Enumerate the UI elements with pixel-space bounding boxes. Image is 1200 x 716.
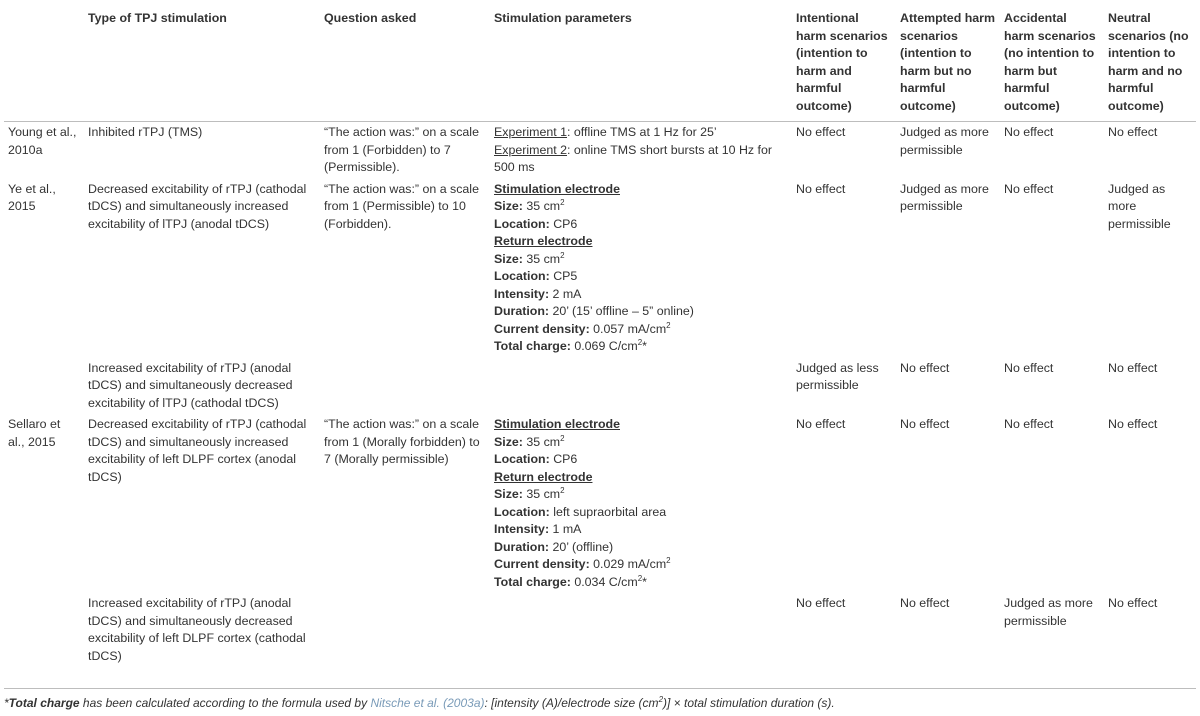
header-attempted: Attempted harm scenarios (intention to harm but no harmful outcome) — [896, 6, 1000, 122]
footnote-formula: : [intensity (A)/electrode size (cm — [484, 696, 659, 710]
header-study — [4, 6, 84, 122]
question-cell — [320, 358, 490, 415]
total-charge-label: Total charge: — [494, 339, 571, 353]
experiment-2-label: Experiment 2 — [494, 142, 568, 157]
size-line — [494, 198, 788, 216]
duration-line — [494, 539, 788, 557]
size-label: Size: — [494, 251, 523, 266]
size-line — [494, 434, 788, 452]
duration-line — [494, 303, 788, 321]
accidental-cell: No effect — [1004, 417, 1054, 431]
intentional-cell: No effect — [796, 125, 846, 139]
footnote-bold-term: Total charge — [8, 696, 80, 710]
current-density-label: Current density: — [494, 321, 590, 336]
citation-link[interactable]: Nitsche et al. (2003a) — [370, 696, 485, 710]
total-charge-label: Total charge: — [494, 574, 571, 589]
location-line — [494, 268, 788, 286]
intensity-line — [494, 521, 788, 539]
type-cell: Inhibited rTPJ (TMS) — [88, 125, 203, 139]
current-density-value: 0.057 mA/cm — [589, 321, 667, 336]
total-charge-line — [494, 338, 788, 356]
location-value: CP6 — [549, 216, 578, 231]
question-cell — [320, 593, 490, 667]
size-line — [494, 251, 788, 269]
header-intentional: Intentional harm scenarios (intention to harm and harmful outcome) — [792, 6, 896, 122]
superscript: 2 — [560, 197, 565, 207]
study-cell — [4, 593, 84, 667]
size-label: Size: — [494, 199, 523, 213]
superscript: 2 — [560, 433, 565, 443]
header-row — [4, 6, 1196, 122]
type-cell: Decreased excitability of rTPJ (cathodal tDCS) and simultaneously increased excitability of lTPJ (anodal tDCS) — [88, 181, 307, 231]
location-line — [494, 216, 788, 234]
location-label: Location: — [494, 269, 550, 283]
superscript: 2 — [666, 320, 671, 330]
stimulation-electrode-heading: Stimulation electrode — [494, 181, 620, 196]
study-cell — [4, 358, 84, 415]
intensity-value: 1 mA — [549, 522, 582, 536]
params-cell — [490, 414, 792, 593]
neutral-cell: No effect — [1108, 360, 1158, 375]
table-bottom-rule — [4, 688, 1196, 689]
duration-label: Duration: — [494, 304, 550, 318]
experiment-1-label: Experiment 1 — [494, 125, 568, 139]
superscript: 2 — [666, 555, 671, 565]
table-row — [4, 358, 1196, 415]
attempted-cell: No effect — [900, 360, 950, 375]
location-value: CP6 — [549, 452, 578, 466]
size-value: 35 cm — [522, 434, 561, 449]
neutral-cell: Judged as more permissible — [1108, 181, 1171, 231]
header-question: Question asked — [320, 6, 490, 122]
footnote-text: has been calculated according to the formula used by — [79, 696, 371, 710]
experiment-1-line — [494, 124, 788, 142]
location-line — [494, 451, 788, 469]
header-neutral: Neutral scenarios (no intention to harm and no harmful outcome) — [1104, 6, 1196, 122]
footnote-marker: * — [642, 339, 647, 353]
question-cell: “The action was:” on a scale from 1 (Forbidden) to 7 (Permissible). — [324, 125, 479, 174]
size-label: Size: — [494, 434, 523, 449]
study-cell: Young et al., 2010a — [8, 125, 77, 157]
location-label: Location: — [494, 452, 550, 466]
location-value: CP5 — [549, 269, 578, 283]
type-cell: Decreased excitability of rTPJ (cathodal tDCS) and simultaneously increased excitability of left DLPF cortex (anodal tDCS) — [88, 417, 307, 484]
header-type: Type of TPJ stimulation — [84, 6, 320, 122]
table-row — [4, 414, 1196, 593]
attempted-cell: No effect — [900, 417, 950, 431]
header-accidental: Accidental harm scenarios (no intention to harm but harmful outcome) — [1000, 6, 1104, 122]
params-cell — [490, 358, 792, 415]
stimulation-table — [4, 6, 1196, 667]
size-value: 35 cm — [522, 251, 561, 266]
size-line — [494, 486, 788, 504]
duration-label: Duration: — [494, 539, 550, 554]
superscript: 2 — [637, 573, 643, 583]
total-charge-value: 0.034 C/cm — [570, 574, 638, 589]
experiment-2-line — [494, 142, 788, 177]
location-label: Location: — [494, 504, 550, 519]
location-value: left supraorbital area — [549, 504, 667, 519]
intensity-label: Intensity: — [494, 286, 550, 301]
accidental-cell: No effect — [1004, 360, 1054, 375]
current-density-value: 0.029 mA/cm — [589, 557, 667, 571]
intensity-value: 2 mA — [549, 286, 582, 301]
footnote-marker: * — [4, 696, 9, 710]
attempted-cell: Judged as more permissible — [900, 181, 989, 213]
intentional-cell: No effect — [796, 596, 846, 610]
params-cell — [490, 122, 792, 179]
return-electrode-heading: Return electrode — [494, 234, 593, 248]
accidental-cell: No effect — [1004, 181, 1054, 196]
current-density-label: Current density: — [494, 557, 590, 571]
superscript: 2 — [658, 695, 664, 704]
size-label: Size: — [494, 487, 523, 501]
duration-value: 20’ (offline) — [549, 539, 614, 554]
type-cell: Increased excitability of rTPJ (anodal tDCS) and simultaneously decreased excitability of left DLPF cortex (cathodal tDCS) — [88, 596, 306, 663]
table-row — [4, 122, 1196, 179]
study-cell: Sellaro et al., 2015 — [8, 417, 61, 449]
type-cell: Increased excitability of rTPJ (anodal tDCS) and simultaneously decreased excitability of lTPJ (cathodal tDCS) — [88, 360, 293, 410]
neutral-cell: No effect — [1108, 596, 1158, 610]
accidental-cell: No effect — [1004, 125, 1054, 139]
experiment-1-text: : offline TMS at 1 Hz for 25’ — [567, 125, 717, 139]
total-charge-value: 0.069 C/cm — [570, 339, 638, 353]
table-row — [4, 593, 1196, 667]
superscript: 2 — [560, 250, 565, 260]
params-cell — [490, 593, 792, 667]
neutral-cell: No effect — [1108, 417, 1158, 431]
header-params: Stimulation parameters — [490, 6, 792, 122]
question-cell: “The action was:” on a scale from 1 (Morally forbidden) to 7 (Morally permissible) — [324, 417, 480, 466]
accidental-cell: Judged as more permissible — [1004, 596, 1093, 628]
question-cell: “The action was:” on a scale from 1 (Permissible) to 10 (Forbidden). — [324, 181, 479, 231]
intensity-label: Intensity: — [494, 522, 550, 536]
current-density-line — [494, 556, 788, 574]
size-value: 35 cm — [522, 199, 561, 213]
intensity-line — [494, 286, 788, 304]
duration-value: 20’ (15’ offline – 5” online) — [549, 304, 694, 318]
intentional-cell: No effect — [796, 417, 846, 431]
size-value: 35 cm — [522, 487, 561, 501]
superscript: 2 — [637, 337, 643, 347]
intentional-cell: No effect — [796, 181, 846, 196]
intentional-cell: Judged as less permissible — [796, 360, 879, 392]
footnote-marker: * — [642, 574, 647, 589]
attempted-cell: Judged as more permissible — [900, 125, 989, 157]
footnote-formula-end: )] × total stimulation duration (s). — [663, 696, 835, 710]
location-line — [494, 504, 788, 522]
superscript: 2 — [560, 485, 565, 495]
study-cell: Ye et al., 2015 — [8, 181, 56, 213]
stimulation-electrode-heading: Stimulation electrode — [494, 417, 620, 431]
experiment-2-text: : online TMS short bursts at 10 Hz for 500 ms — [494, 142, 773, 174]
table-footnote — [4, 696, 1196, 710]
attempted-cell: No effect — [900, 596, 950, 610]
location-label: Location: — [494, 216, 550, 231]
return-electrode-heading: Return electrode — [494, 469, 593, 484]
current-density-line — [494, 321, 788, 339]
neutral-cell: No effect — [1108, 125, 1158, 139]
table-row — [4, 179, 1196, 358]
total-charge-line — [494, 574, 788, 592]
params-cell — [490, 179, 792, 358]
